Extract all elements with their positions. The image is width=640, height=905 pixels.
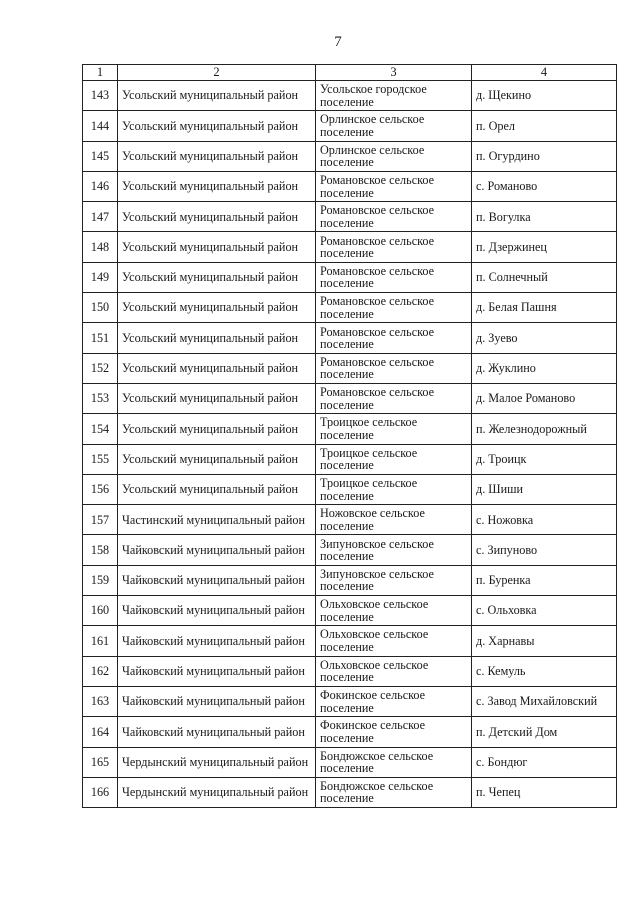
district-cell: Чайковский муниципальный район: [118, 656, 316, 686]
district-cell: Усольский муниципальный район: [118, 202, 316, 232]
row-number: 144: [83, 111, 118, 141]
settlement-cell: Фокинское сельское поселение: [316, 717, 472, 747]
locality-cell: д. Малое Романово: [472, 383, 617, 413]
locality-cell: п. Чепец: [472, 777, 617, 807]
row-number: 148: [83, 232, 118, 262]
table-row: [83, 202, 617, 232]
settlement-cell: Фокинское сельское поселение: [316, 686, 472, 716]
locality-cell: п. Дзержинец: [472, 232, 617, 262]
district-cell: Усольский муниципальный район: [118, 323, 316, 353]
locality-cell: с. Бондюг: [472, 747, 617, 777]
settlement-cell: Зипуновское сельское поселение: [316, 535, 472, 565]
table-row: [83, 747, 617, 777]
row-number: 149: [83, 262, 118, 292]
row-number: 159: [83, 565, 118, 595]
district-cell: Усольский муниципальный район: [118, 262, 316, 292]
table-row: [83, 626, 617, 656]
row-number: 160: [83, 596, 118, 626]
table-row: [83, 656, 617, 686]
district-cell: Усольский муниципальный район: [118, 353, 316, 383]
row-number: 161: [83, 626, 118, 656]
table-row: [83, 383, 617, 413]
table-row: [83, 262, 617, 292]
header-col-4: 4: [472, 65, 617, 81]
locality-cell: п. Детский Дом: [472, 717, 617, 747]
district-cell: Чайковский муниципальный район: [118, 535, 316, 565]
table-row: [83, 353, 617, 383]
table-row: [83, 111, 617, 141]
row-number: 157: [83, 505, 118, 535]
table-row: [83, 777, 617, 807]
district-cell: Усольский муниципальный район: [118, 293, 316, 323]
locality-cell: д. Харнавы: [472, 626, 617, 656]
settlement-cell: Зипуновское сельское поселение: [316, 565, 472, 595]
locality-cell: с. Романово: [472, 171, 617, 201]
locality-cell: п. Орел: [472, 111, 617, 141]
locality-cell: с. Кемуль: [472, 656, 617, 686]
table-row: [83, 414, 617, 444]
settlement-cell: Романовское сельское поселение: [316, 202, 472, 232]
settlement-cell: Орлинское сельское поселение: [316, 141, 472, 171]
row-number: 151: [83, 323, 118, 353]
settlement-cell: Ольховское сельское поселение: [316, 656, 472, 686]
settlement-cell: Романовское сельское поселение: [316, 293, 472, 323]
district-cell: Усольский муниципальный район: [118, 171, 316, 201]
locality-cell: п. Вогулка: [472, 202, 617, 232]
district-cell: Усольский муниципальный район: [118, 141, 316, 171]
district-cell: Усольский муниципальный район: [118, 111, 316, 141]
locality-cell: с. Ножовка: [472, 505, 617, 535]
row-number: 165: [83, 747, 118, 777]
row-number: 150: [83, 293, 118, 323]
locality-cell: с. Завод Михайловский: [472, 686, 617, 716]
district-cell: Чайковский муниципальный район: [118, 626, 316, 656]
settlement-cell: Романовское сельское поселение: [316, 383, 472, 413]
settlement-cell: Романовское сельское поселение: [316, 353, 472, 383]
table-row: [83, 323, 617, 353]
settlement-cell: Романовское сельское поселение: [316, 171, 472, 201]
row-number: 155: [83, 444, 118, 474]
settlement-cell: Ножовское сельское поселение: [316, 505, 472, 535]
locality-cell: п. Буренка: [472, 565, 617, 595]
settlement-cell: Романовское сельское поселение: [316, 232, 472, 262]
settlement-cell: Романовское сельское поселение: [316, 323, 472, 353]
settlements-table: [82, 64, 617, 808]
header-col-3: 3: [316, 65, 472, 81]
table-row: [83, 717, 617, 747]
locality-cell: п. Огурдино: [472, 141, 617, 171]
table-row: [83, 444, 617, 474]
locality-cell: д. Белая Пашня: [472, 293, 617, 323]
table-row: [83, 293, 617, 323]
row-number: 147: [83, 202, 118, 232]
district-cell: Чайковский муниципальный район: [118, 565, 316, 595]
district-cell: Чайковский муниципальный район: [118, 686, 316, 716]
settlement-cell: Ольховское сельское поселение: [316, 596, 472, 626]
locality-cell: с. Зипуново: [472, 535, 617, 565]
table-row: [83, 505, 617, 535]
row-number: 145: [83, 141, 118, 171]
locality-cell: д. Шиши: [472, 474, 617, 504]
district-cell: Усольский муниципальный район: [118, 81, 316, 111]
table-row: [83, 565, 617, 595]
row-number: 152: [83, 353, 118, 383]
district-cell: Чердынский муниципальный район: [118, 747, 316, 777]
table-row: [83, 171, 617, 201]
header-col-2: 2: [118, 65, 316, 81]
district-cell: Частинский муниципальный район: [118, 505, 316, 535]
row-number: 163: [83, 686, 118, 716]
page-number: 7: [334, 34, 342, 50]
row-number: 146: [83, 171, 118, 201]
table-row: [83, 596, 617, 626]
row-number: 154: [83, 414, 118, 444]
locality-cell: д. Зуево: [472, 323, 617, 353]
district-cell: Усольский муниципальный район: [118, 414, 316, 444]
table-row: [83, 141, 617, 171]
table-row: [83, 686, 617, 716]
district-cell: Чайковский муниципальный район: [118, 596, 316, 626]
row-number: 166: [83, 777, 118, 807]
locality-cell: д. Троицк: [472, 444, 617, 474]
table-row: [83, 535, 617, 565]
row-number: 162: [83, 656, 118, 686]
district-cell: Усольский муниципальный район: [118, 444, 316, 474]
table-row: [83, 474, 617, 504]
settlement-cell: Усольское городское поселение: [316, 81, 472, 111]
row-number: 143: [83, 81, 118, 111]
settlement-cell: Бондюжское сельское поселение: [316, 777, 472, 807]
locality-cell: д. Жуклино: [472, 353, 617, 383]
district-cell: Усольский муниципальный район: [118, 383, 316, 413]
row-number: 158: [83, 535, 118, 565]
settlement-cell: Романовское сельское поселение: [316, 262, 472, 292]
settlement-cell: Ольховское сельское поселение: [316, 626, 472, 656]
settlement-cell: Орлинское сельское поселение: [316, 111, 472, 141]
row-number: 156: [83, 474, 118, 504]
district-cell: Усольский муниципальный район: [118, 232, 316, 262]
settlement-cell: Бондюжское сельское поселение: [316, 747, 472, 777]
locality-cell: п. Солнечный: [472, 262, 617, 292]
table-header-row: [83, 65, 617, 81]
locality-cell: с. Ольховка: [472, 596, 617, 626]
header-col-1: 1: [83, 65, 118, 81]
row-number: 153: [83, 383, 118, 413]
district-cell: Чайковский муниципальный район: [118, 717, 316, 747]
locality-cell: д. Щекино: [472, 81, 617, 111]
settlement-cell: Троицкое сельское поселение: [316, 474, 472, 504]
settlement-cell: Троицкое сельское поселение: [316, 414, 472, 444]
district-cell: Усольский муниципальный район: [118, 474, 316, 504]
table-row: [83, 232, 617, 262]
locality-cell: п. Железнодорожный: [472, 414, 617, 444]
table-row: [83, 81, 617, 111]
settlement-cell: Троицкое сельское поселение: [316, 444, 472, 474]
row-number: 164: [83, 717, 118, 747]
table-body: [83, 81, 617, 808]
district-cell: Чердынский муниципальный район: [118, 777, 316, 807]
